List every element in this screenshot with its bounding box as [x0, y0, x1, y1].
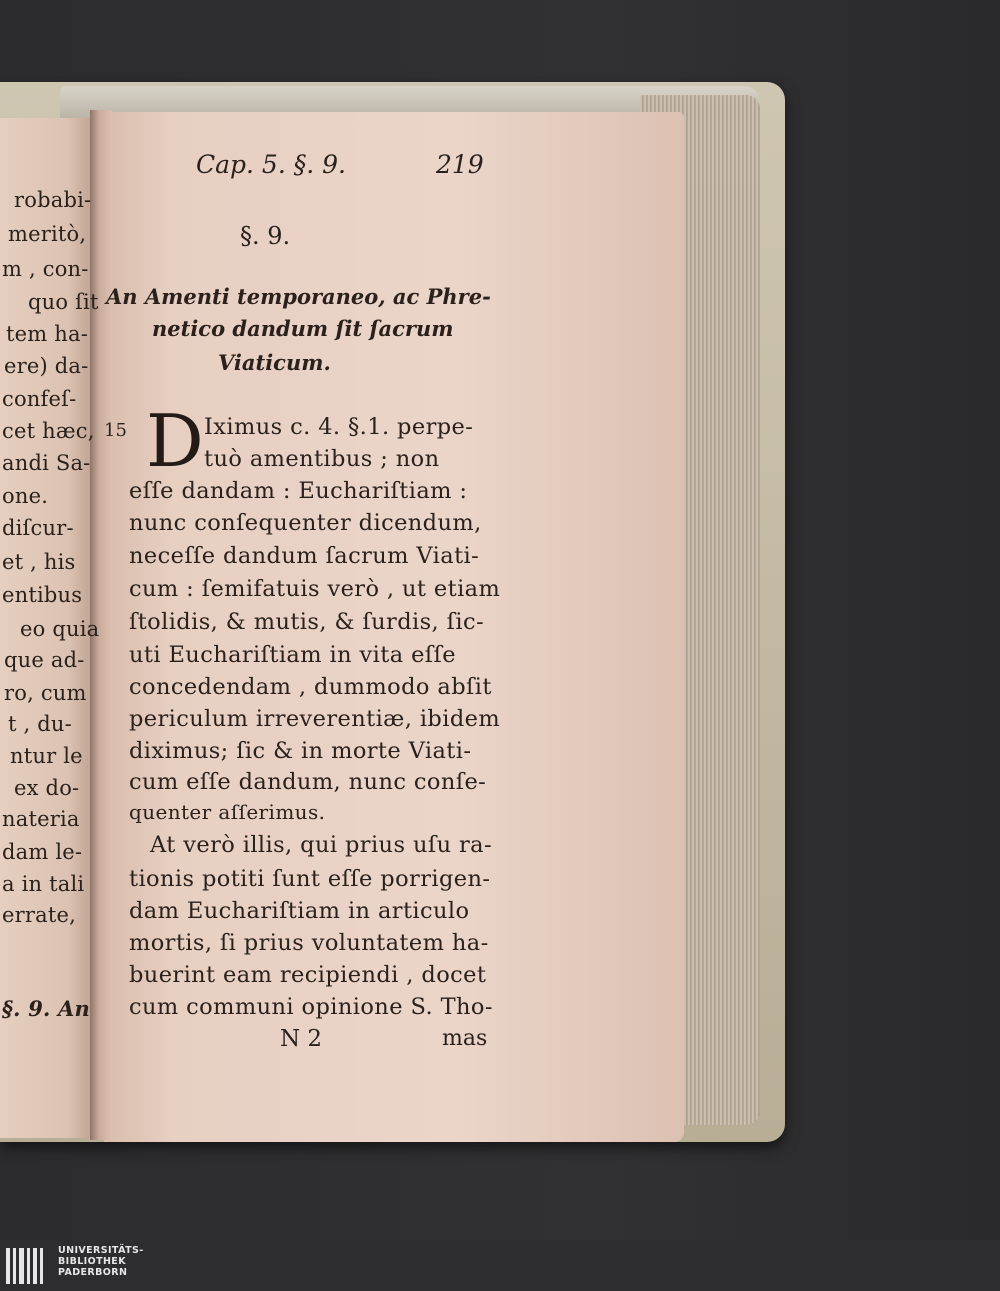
body-line: Iximus c. 4. §.1. perpe-: [204, 414, 474, 440]
left-line: nateria: [2, 807, 80, 831]
page-number: 219: [436, 150, 484, 179]
body-line: cum : ſemifatuis verò , ut etiam: [129, 576, 501, 602]
drop-cap: D: [146, 399, 204, 483]
left-line: que ad-: [4, 648, 85, 672]
left-line: robabi-: [14, 188, 92, 212]
body-line: mortis, ſi prius voluntatem ha-: [129, 930, 489, 956]
body-line: cum communi opinione S. Tho-: [129, 994, 493, 1020]
left-line: eo quia: [20, 617, 100, 641]
left-line: meritò,: [8, 222, 87, 246]
left-line: one.: [2, 484, 49, 508]
title-line: Viaticum.: [218, 350, 331, 375]
body-line: tuò amentibus ; non: [204, 446, 440, 472]
body-line: periculum irreverentiæ, ibidem: [129, 706, 501, 732]
body-line: cum eſſe dandum, nunc conſe-: [129, 769, 487, 795]
left-line: diſcur-: [2, 516, 74, 540]
body-line: ſtolidis, & mutis, & ſurdis, ſic-: [129, 609, 484, 635]
logo-text-line: UNIVERSITÄTS-: [58, 1245, 144, 1256]
left-line: confeſ-: [2, 387, 77, 411]
margin-number: 15: [104, 420, 127, 441]
left-catchword: §. 9. An: [2, 996, 90, 1021]
title-line: netico dandum ſit ſacrum: [152, 316, 454, 341]
signature-mark: N 2: [280, 1026, 323, 1052]
logo-text-line: PADERBORN: [58, 1267, 128, 1278]
body-line: concedendam , dummodo abſit: [129, 674, 492, 700]
left-line: ntur le: [10, 744, 83, 768]
footer-bar: [0, 1240, 1000, 1291]
body-line: buerint eam recipiendi , docet: [129, 962, 487, 988]
body-line: quenter aſſerimus.: [129, 800, 326, 824]
running-header: Cap. 5. §. 9.: [196, 150, 346, 179]
left-line: tem ha-: [6, 322, 88, 346]
body-line: neceſſe dandum ſacrum Viati-: [129, 543, 480, 569]
library-logo-icon: [6, 1244, 52, 1288]
left-line: a in tali: [2, 872, 85, 896]
body-line: eſſe dandam : Euchariſtiam :: [129, 478, 468, 504]
left-line: quo ſit: [28, 290, 99, 314]
left-line: et , his: [2, 550, 76, 574]
title-line: An Amenti temporaneo, ac Phre-: [106, 284, 491, 309]
left-line: errate,: [2, 903, 76, 927]
left-line: ex do-: [14, 776, 80, 800]
body-line: tionis potiti ſunt eſſe porrigen-: [129, 866, 491, 892]
left-line: dam le-: [2, 840, 83, 864]
body-line: uti Euchariſtiam in vita eſſe: [129, 642, 456, 668]
body-line: nunc conſequenter dicendum,: [129, 510, 482, 536]
logo-text-line: BIBLIOTHEK: [58, 1256, 126, 1267]
section-heading: §. 9.: [240, 222, 291, 250]
body-line: dam Euchariſtiam in articulo: [129, 898, 470, 924]
left-line: cet hæc,: [2, 419, 95, 443]
body-line: diximus; ſic & in morte Viati-: [129, 738, 472, 764]
left-line: ro, cum: [4, 681, 87, 705]
left-line: t , du-: [8, 712, 72, 736]
left-line: ere) da-: [4, 354, 89, 378]
catchword: mas: [442, 1026, 488, 1051]
left-line: entibus: [2, 583, 83, 607]
left-line: andi Sa-: [2, 451, 91, 475]
left-line: m , con-: [2, 257, 89, 281]
body-line: At verò illis, qui prius uſu ra-: [150, 832, 492, 858]
